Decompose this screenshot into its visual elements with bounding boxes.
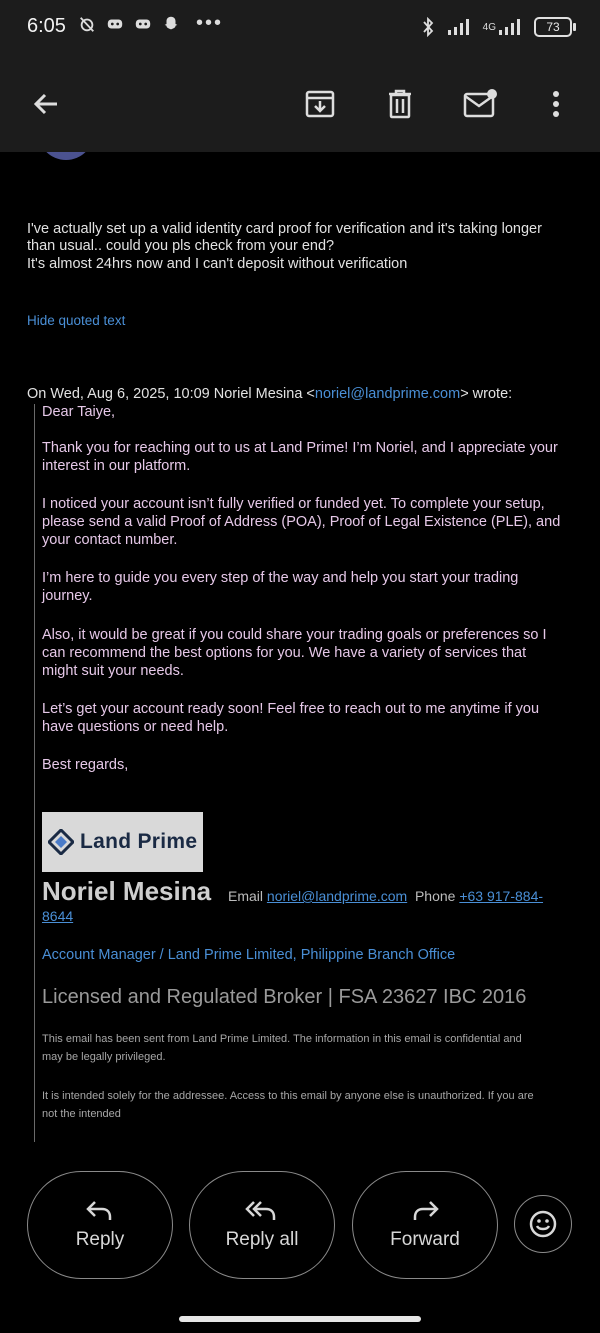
quote-p2-line-3: your contact number.: [42, 532, 178, 548]
system-icons: [419, 17, 572, 37]
quote-header: [27, 386, 512, 402]
arrow-left-icon: [31, 89, 61, 119]
reply-all-button[interactable]: [189, 1171, 335, 1279]
delete-button[interactable]: [376, 80, 424, 128]
quote-header-suffix: > wrote:: [460, 386, 513, 402]
message-line-3: It's almost 24hrs now and I can't deposit without verification: [27, 256, 408, 272]
discord-icon: [106, 15, 124, 33]
back-button[interactable]: [22, 80, 70, 128]
hide-quoted-text-link[interactable]: Hide quoted text: [27, 313, 126, 328]
quote-header-prefix: On Wed, Aug 6, 2025, 10:09 Noriel Mesina <: [27, 386, 315, 402]
mail-unread-icon: [462, 88, 498, 120]
quote-p4-line-3: might suit your needs.: [42, 663, 184, 679]
trash-icon: [385, 88, 415, 120]
signature-contact: [228, 888, 543, 904]
notification-icons: [78, 15, 180, 33]
status-bar: [0, 0, 600, 58]
reply-all-icon: [245, 1199, 279, 1223]
signature-phone-link[interactable]: +63 917-884-: [459, 888, 544, 904]
message-line-2: than usual.. could you pls check from your end?: [27, 238, 335, 254]
emoji-reaction-button[interactable]: [514, 1195, 572, 1253]
quote-p1-line-2: interest in our platform.: [42, 458, 191, 474]
network-type: 4G: [482, 21, 496, 33]
disclaimer-2-line-1: It is intended solely for the addressee. Access to this email by anyone else is unauthorized. If you are: [42, 1090, 534, 1102]
logo-text: Land Prime: [80, 830, 198, 853]
quote-p3-line-2: journey.: [42, 588, 93, 604]
quote-p4-line-2: can recommend the best options for you. We have a variety of services that: [42, 645, 527, 661]
reply-all-label: Reply all: [225, 1229, 299, 1250]
signature-name: Noriel Mesina: [42, 876, 212, 906]
forward-button[interactable]: [352, 1171, 498, 1279]
quote-sender-email-link[interactable]: noriel@landprime.com: [314, 386, 461, 402]
disclaimer-2-line-2: not the intended: [42, 1108, 121, 1120]
phone-label: Phone: [414, 888, 456, 904]
signature-email-link[interactable]: noriel@landprime.com: [266, 888, 408, 904]
reply-button[interactable]: [27, 1171, 173, 1279]
signal-icon: [447, 18, 473, 36]
mark-unread-button[interactable]: [456, 80, 504, 128]
quote-p2-line-1: I noticed your account isn’t fully verified or funded yet. To complete your setup,: [42, 496, 545, 512]
home-gesture-bar[interactable]: [179, 1316, 421, 1322]
quote-greeting: Dear Taiye,: [42, 404, 116, 420]
land-prime-logo-icon: [48, 829, 74, 855]
forward-label: Forward: [390, 1229, 460, 1250]
emoji-reaction-icon: [528, 1209, 558, 1239]
reply-label: Reply: [75, 1229, 125, 1250]
disclaimer-1-line-1: This email has been sent from Land Prime Limited. The information in this email is confidential and: [42, 1033, 522, 1045]
archive-button[interactable]: [296, 80, 344, 128]
alarm-off-icon: [78, 15, 96, 33]
quote-p5-line-2: have questions or need help.: [42, 719, 229, 735]
quote-p1-line-1: Thank you for reaching out to us at Land Prime! I’m Noriel, and I appreciate your: [42, 440, 558, 456]
battery-indicator: 73: [534, 17, 572, 37]
quote-p5-line-1: Let’s get your account ready soon! Feel free to reach out to me anytime if you: [42, 701, 540, 717]
land-prime-logo: [42, 812, 203, 872]
quote-p4-line-1: Also, it would be great if you could share your trading goals or preferences so I: [42, 627, 547, 643]
email-label: Email: [228, 888, 264, 904]
discord-icon: [134, 15, 152, 33]
quote-closing: Best regards,: [42, 757, 129, 773]
disclaimer-1-line-2: may be legally privileged.: [42, 1051, 166, 1063]
bluetooth-icon: [419, 17, 437, 37]
email-toolbar: [0, 58, 600, 152]
sender-avatar[interactable]: [38, 152, 94, 160]
signature-license: Licensed and Regulated Broker | FSA 23627 IBC 2016: [42, 986, 527, 1008]
signature-phone-link-continued[interactable]: 8644: [42, 908, 74, 924]
archive-icon: [304, 88, 336, 120]
quote-p2-line-2: please send a valid Proof of Address (POA), Proof of Legal Existence (PLE), and: [42, 514, 561, 530]
message-line-1: I've actually set up a valid identity card proof for verification and it's taking longer: [27, 221, 542, 237]
snapchat-icon: [162, 15, 180, 33]
quote-bar: [34, 404, 35, 1142]
reply-icon: [85, 1199, 115, 1223]
more-vert-icon: [551, 89, 561, 119]
signature-title: Account Manager / Land Prime Limited, Philippine Branch Office: [42, 947, 456, 963]
more-notifications-indicator: •••: [196, 12, 224, 34]
more-options-button[interactable]: [532, 80, 580, 128]
forward-icon: [410, 1199, 440, 1223]
status-time: 6:05: [27, 15, 66, 37]
signal-icon-2: [498, 18, 524, 36]
quote-p3-line-1: I’m here to guide you every step of the way and help you start your trading: [42, 570, 519, 586]
